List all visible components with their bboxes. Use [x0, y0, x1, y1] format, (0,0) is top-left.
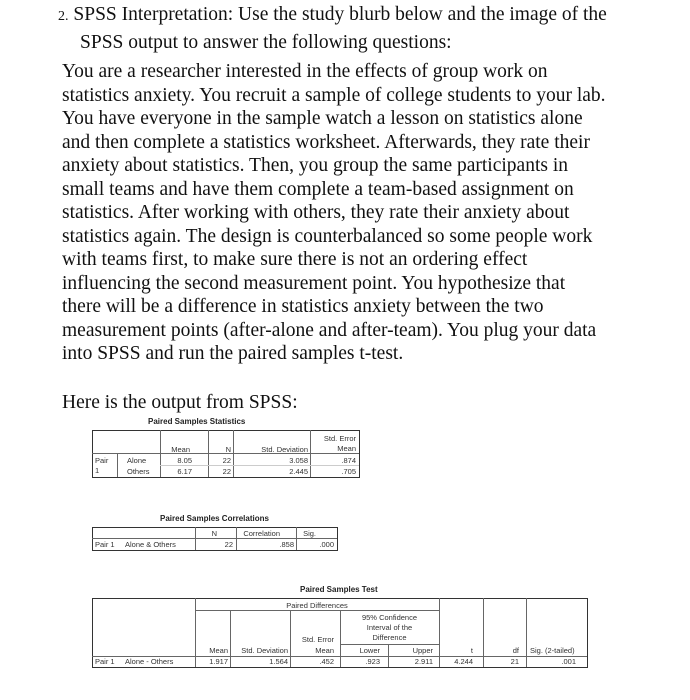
test-cell-sig: .001 — [561, 657, 576, 666]
test-cell-sd: 1.564 — [269, 657, 288, 666]
stats-cell-n: 22 — [222, 456, 231, 465]
blurb-line: statistics anxiety. You recruit a sample of college students to your lab. — [62, 84, 606, 106]
test-ci-header-2: Interval of the — [366, 623, 413, 632]
blurb-line: anxiety about statistics. Then, you group the same participants in — [62, 155, 568, 176]
test-row-label: Alone - Others — [125, 657, 174, 666]
stats-cell-sem: .705 — [341, 467, 356, 476]
question-line-1: SPSS Interpretation: Use the study blurb below and the image of the — [73, 4, 607, 25]
test-ci-header-1: 95% Confidence — [361, 613, 418, 622]
test-header-sd: Std. Deviation — [241, 646, 288, 655]
blurb-line: there will be a difference in statistics anxiety between the two — [62, 296, 544, 317]
test-cell-t: 4.244 — [454, 657, 473, 666]
test-title: Paired Samples Test — [300, 585, 378, 594]
corr-row-label: Alone & Others — [125, 540, 176, 549]
blurb-line: small teams and have them complete a team-based assignment on — [62, 178, 574, 200]
output-intro: Here is the output from SPSS: — [62, 392, 298, 413]
corr-title: Paired Samples Correlations — [160, 514, 269, 523]
blurb-line: You are a researcher interested in the effects of group work on — [62, 61, 548, 82]
stats-pair-label: Pair — [95, 456, 109, 465]
corr-header-n: N — [211, 529, 217, 538]
stats-cell-mean: 6.17 — [177, 467, 192, 476]
blurb-line: and then complete a statistics worksheet. Afterwards, they rate their — [62, 131, 590, 153]
test-header-df: df — [512, 646, 519, 655]
question-line-2: SPSS output to answer the following questions: — [80, 32, 452, 53]
question-heading — [58, 2, 668, 56]
test-cell-mean: 1.917 — [209, 657, 228, 666]
stats-title: Paired Samples Statistics — [148, 417, 246, 426]
test-cell-sem: .452 — [319, 657, 334, 666]
test-cell-df: 21 — [510, 657, 519, 666]
stats-header-sd: Std. Deviation — [261, 445, 308, 454]
test-header-sem-2: Mean — [315, 646, 334, 655]
stats-header-sem-1: Std. Error — [323, 434, 356, 443]
stats-header-n: N — [225, 445, 231, 454]
blurb-line: You have everyone in the sample watch a lesson on statistics alone — [62, 108, 583, 129]
stats-row-label: Alone — [127, 456, 147, 465]
stats-cell-sd: 3.058 — [289, 456, 308, 465]
blurb-line: with teams first, to make sure there is not an ordering effect — [62, 249, 528, 270]
corr-header-correlation: Correlation — [243, 529, 280, 538]
stats-pair-number: 1 — [95, 466, 100, 475]
blurb-line: statistics again. The design is counterbalanced so some people work — [62, 225, 593, 247]
test-ci-header-3: Difference — [372, 633, 407, 642]
test-header-sig: Sig. (2-tailed) — [530, 646, 575, 655]
corr-cell-n: 22 — [224, 540, 233, 549]
test-header-upper: Upper — [412, 646, 433, 655]
blurb-line: influencing the second measurement point. You hypothesize that — [62, 272, 566, 294]
corr-pair: Pair 1 — [95, 540, 115, 549]
stats-cell-sd: 2.445 — [289, 467, 308, 476]
test-header-lower: Lower — [359, 646, 380, 655]
question-number: 2. — [58, 9, 69, 24]
test-pair: Pair 1 — [95, 657, 115, 666]
test-cell-lower: .923 — [365, 657, 380, 666]
test-header-t: t — [470, 646, 473, 655]
test-cell-upper: 2.911 — [414, 657, 433, 666]
stats-cell-mean: 8.05 — [177, 456, 192, 465]
stats-header-mean: Mean — [171, 445, 190, 454]
corr-cell-correlation: .858 — [279, 540, 294, 549]
test-header-mean: Mean — [209, 646, 228, 655]
stats-cell-sem: .874 — [341, 456, 356, 465]
test-header-sem-1: Std. Error — [301, 635, 334, 644]
blurb-line: into SPSS and run the paired samples t-test. — [62, 343, 404, 364]
corr-cell-sig: .000 — [319, 540, 334, 549]
study-blurb — [62, 60, 672, 366]
blurb-line: statistics. After working with others, they rate their anxiety about — [62, 202, 570, 223]
stats-cell-n: 22 — [222, 467, 231, 476]
stats-row-label: Others — [127, 467, 150, 476]
stats-header-sem-2: Mean — [337, 444, 356, 453]
corr-header-sig: Sig. — [303, 529, 316, 538]
blurb-line: measurement points (after-alone and after-team). You plug your data — [62, 319, 597, 341]
test-group-header: Paired Differences — [286, 601, 348, 610]
